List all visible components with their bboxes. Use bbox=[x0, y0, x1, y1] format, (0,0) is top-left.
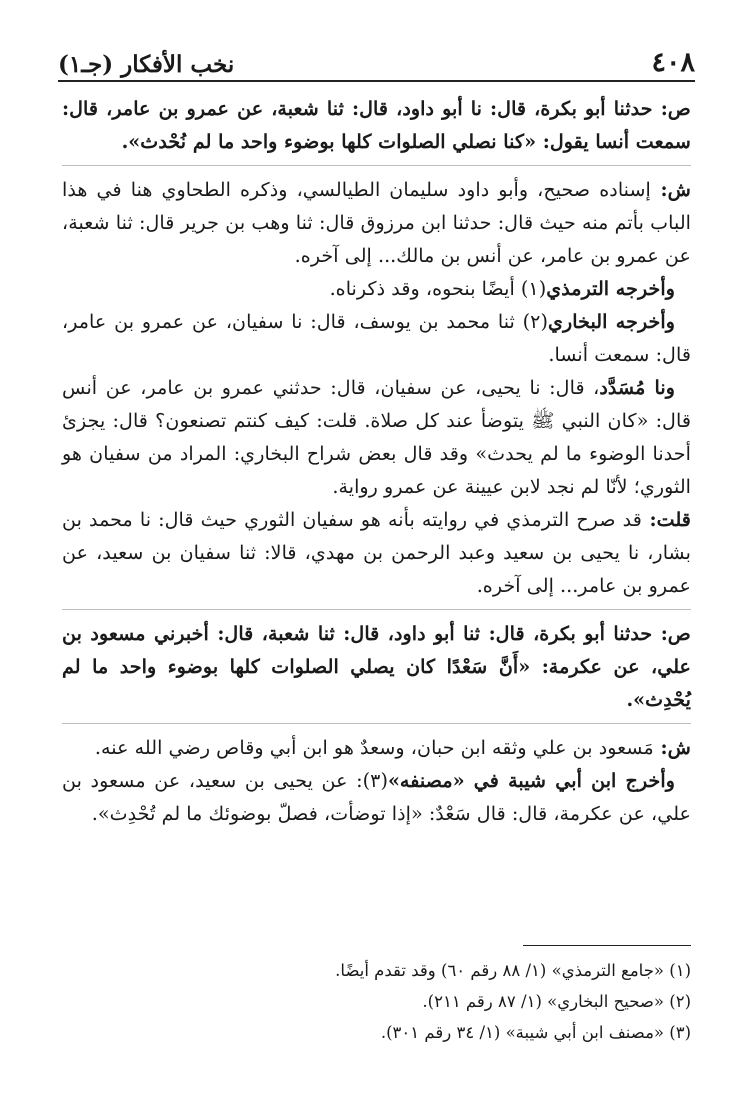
footnote: (٣) «مصنف ابن أبي شيبة» (١/ ٣٤ رقم ٣٠١). bbox=[380, 1023, 691, 1042]
hadith-block bbox=[62, 92, 691, 158]
commentary-block bbox=[62, 503, 691, 602]
block-separator bbox=[62, 165, 691, 166]
block-label: ش: bbox=[653, 736, 691, 759]
block-label: وأخرج ابن أبي شيبة في «مصنفه» bbox=[387, 769, 675, 792]
block-separator bbox=[62, 609, 691, 610]
block-separator bbox=[62, 723, 691, 724]
block-label: ش: bbox=[650, 178, 692, 201]
block-text: حدثنا أبو بكرة، قال: نا أبو داود، قال: ثنا شعبة، عن عمرو بن عامر، قال: سمعت أنسا يقول: «كنا نصلي الصلوات كلها بوضوء واحد ما لم نُحْدث». bbox=[62, 97, 691, 153]
block-text: إسناده صحيح، وأبو داود سليمان الطيالسي، وذكره الطحاوي هنا في هذا الباب بأتم منه حيث قال: حدثنا ابن مرزوق قال: ثنا وهب بن جرير قال: ثنا شعبة، عن عمرو بن عامر، عن أنس بن مالك... إلى آخره. bbox=[62, 178, 691, 267]
header-rule bbox=[58, 80, 695, 82]
block-text: (٢) ثنا محمد بن يوسف، قال: نا سفيان، عن عمرو بن عامر، قال: سمعت أنسا. bbox=[62, 310, 691, 366]
block-text: (٣): عن يحيى بن سعيد، عن مسعود بن علي، عن عكرمة، قال: قال سَعْدٌ: «إذا توضأت، فصلّ بوضوئك ما لم تُحْدِث». bbox=[62, 769, 691, 825]
block-label: ص: bbox=[652, 97, 691, 120]
footnote-rule bbox=[523, 945, 691, 946]
block-label: وأخرجه البخاري bbox=[547, 310, 675, 333]
footnotes bbox=[62, 955, 691, 1048]
block-label: وأخرجه الترمذي bbox=[546, 277, 675, 300]
commentary-block bbox=[62, 731, 691, 764]
paragraph bbox=[62, 272, 691, 305]
block-text: ، قال: نا يحيى، عن سفيان، قال: حدثني عمرو بن عامر، عن أنس قال: «كان النبي ﷺ يتوضأ عند كل صلاة. قلت: كيف كنتم تصنعون؟ قال: يجزئ أحدنا الوضوء ما لم يحدث» وقد قال بعض شراح البخاري: المراد من سفيان هو الثوري؛ لأنّا لم نجد لابن عيينة عن عمرو رواية. bbox=[62, 376, 691, 498]
block-label: قلت: bbox=[641, 508, 691, 531]
block-label: ونا مُسَدَّد bbox=[599, 376, 675, 399]
paragraph bbox=[62, 764, 691, 830]
footnote: (٢) «صحيح البخاري» (١/ ٨٧ رقم ٢١١). bbox=[422, 992, 691, 1011]
block-text: حدثنا أبو بكرة، قال: ثنا أبو داود، قال: ثنا شعبة، قال: أخبرني مسعود بن علي، عن عكرمة: «أَنَّ سَعْدًا كان يصلي الصلوات كلها بوضوء واحد ما لم يُحْدِث». bbox=[62, 622, 691, 711]
page-header bbox=[58, 38, 695, 78]
footnote: (١) «جامع الترمذي» (١/ ٨٨ رقم ٦٠) وقد تقدم أيضًا. bbox=[335, 961, 691, 980]
block-text: مَسعود بن علي وثقه ابن حبان، وسعدٌ هو ابن أبي وقاص رضي الله عنه. bbox=[94, 736, 654, 759]
main-text bbox=[62, 92, 691, 830]
commentary-block bbox=[62, 173, 691, 272]
paragraph bbox=[62, 371, 691, 503]
page-number: ٤٠٨ bbox=[651, 47, 695, 78]
hadith-block bbox=[62, 617, 691, 716]
block-text: (١) أيضًا بنحوه، وقد ذكرناه. bbox=[329, 277, 547, 300]
paragraph bbox=[62, 305, 691, 371]
block-text: قد صرح الترمذي في روايته بأنه هو سفيان الثوري حيث قال: نا محمد بن بشار، نا يحيى بن سعيد وعبد الرحمن بن مهدي، قالا: ثنا سفيان بن سعيد، عن عمرو بن عامر... إلى آخره. bbox=[62, 508, 691, 597]
running-title: نخب الأفكار (جـ١) bbox=[58, 51, 235, 78]
block-label: ص: bbox=[652, 622, 691, 645]
